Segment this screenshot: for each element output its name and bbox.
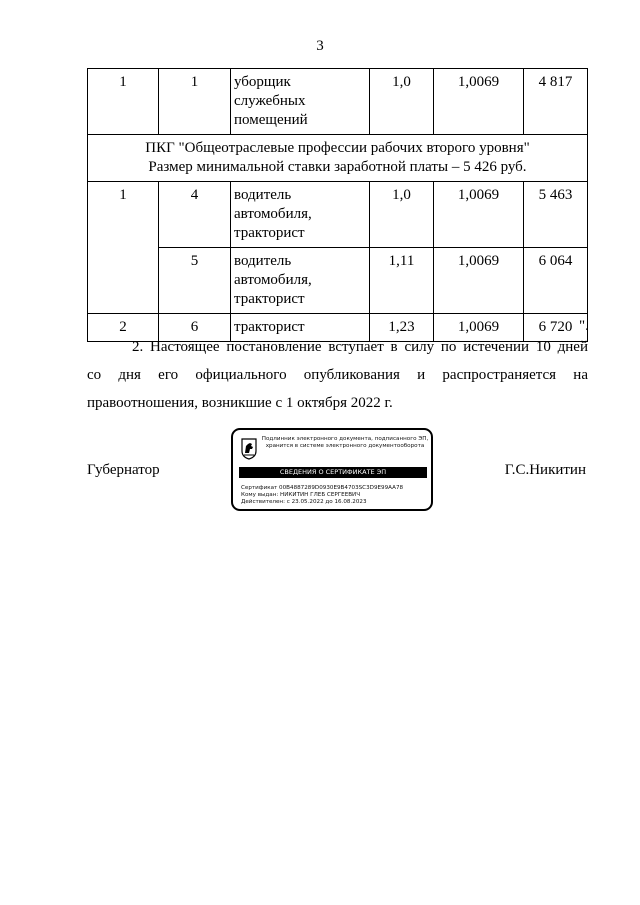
table-cell: водитель автомобиля, тракторист (231, 248, 370, 314)
stamp-owner-line: Кому выдан: НИКИТИН ГЛЕБ СЕРГЕЕВИЧ (241, 492, 361, 498)
stamp-header (261, 436, 429, 450)
stamp-certificate-bar: СВЕДЕНИЯ О СЕРТИФИКАТЕ ЭП (239, 467, 427, 478)
table-cell: 1,23 (370, 314, 434, 342)
group-header-title: ПКГ "Общеотраслевые профессии рабочих второго уровня" (145, 140, 530, 156)
table-cell: 6 720 (524, 314, 588, 342)
table-cell: 1 (88, 69, 159, 135)
paragraph-line: 2. Настоящее постановление вступает в силу по истечении 10 дней (132, 339, 588, 355)
table-cell: 5 463 (524, 182, 588, 248)
table-cell: 6 064 (524, 248, 588, 314)
coat-of-arms-icon (241, 438, 257, 460)
table-cell: 1,0 (370, 182, 434, 248)
table-row (88, 248, 588, 314)
table-cell: 1 (159, 69, 231, 135)
table-cell: 5 (159, 248, 231, 314)
stamp-header-line: хранится в системе электронного документооборота (265, 443, 425, 449)
stamp-certificate-line: Сертификат 00B4887289D0930E9B4703SC3D9E99AA78 (241, 485, 404, 491)
body-paragraph (87, 333, 588, 417)
salary-table (87, 68, 588, 342)
table-cell: 2 (88, 314, 159, 342)
table-cell: 1,0069 (434, 182, 524, 248)
table-row (88, 69, 588, 135)
table-cell: тракторист (231, 314, 370, 342)
table-cell: 1 (88, 182, 159, 314)
table-cell: 4 (159, 182, 231, 248)
table-cell: 6 (159, 314, 231, 342)
table-cell: 1,0069 (434, 69, 524, 135)
table-cell: 1,0069 (434, 248, 524, 314)
table-row (88, 182, 588, 248)
table-cell: 1,11 (370, 248, 434, 314)
stamp-details (241, 485, 403, 506)
page-number: 3 (316, 38, 324, 54)
group-header-row (88, 135, 588, 182)
paragraph-line: со дня его официального опубликования и распространяется на (87, 367, 588, 383)
signatory-title: Губернатор (87, 462, 160, 478)
signatory-name: Г.С.Никитин (504, 462, 586, 478)
table-cell: 4 817 (524, 69, 588, 135)
group-header-rate: Размер минимальной ставки заработной платы – 5 426 руб. (148, 159, 527, 175)
table-cell: 1,0 (370, 69, 434, 135)
table-cell: уборщик служебных помещений (231, 69, 370, 135)
table-cell: 1,0069 (434, 314, 524, 342)
closing-quote: ". (579, 318, 589, 334)
paragraph-line: правоотношения, возникшие с 1 октября 2022 г. (87, 395, 393, 411)
table-cell: водитель автомобиля, тракторист (231, 182, 370, 248)
stamp-validity-line: Действителен: с 23.05.2022 до 16.08.2023 (241, 499, 367, 505)
group-header-cell (88, 135, 588, 182)
electronic-signature-stamp (231, 428, 433, 511)
stamp-header-line: Подлинник электронного документа, подписанного ЭП, (261, 436, 429, 442)
